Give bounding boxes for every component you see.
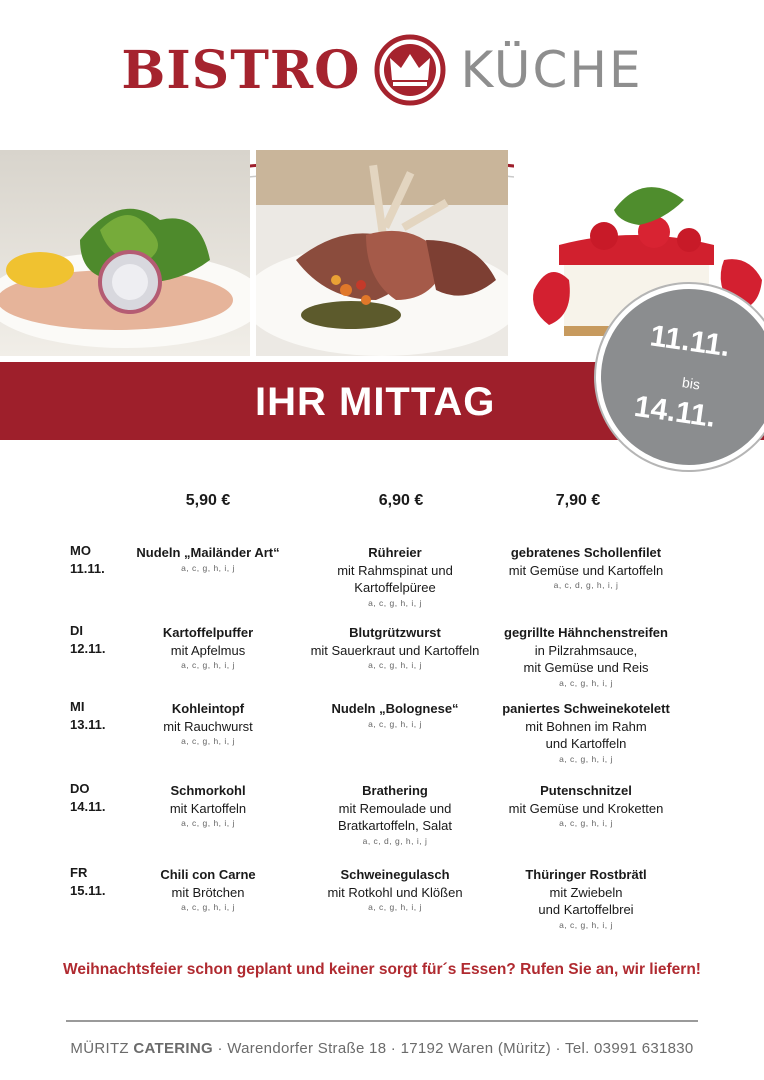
price-column-1: 5,90 € <box>185 492 231 509</box>
allergen-codes: a, c, d, g, h, i, j <box>362 835 428 846</box>
price-column-2: 6,90 € <box>378 492 424 509</box>
allergen-codes: a, c, g, h, i, j <box>368 718 422 729</box>
day-name: MI <box>70 699 85 714</box>
menu-item <box>285 624 505 672</box>
dish-description: und Kartoffeln <box>545 736 627 751</box>
dish-name: Kohleintopf <box>171 701 245 716</box>
dish-name: Chili con Carne <box>160 867 256 882</box>
dish-name: Blutgrützwurst <box>349 625 441 640</box>
day-date: 12.11. <box>70 641 106 656</box>
allergen-codes: a, c, g, h, i, j <box>368 902 422 912</box>
allergen-codes: a, c, g, h, i, j <box>559 753 613 764</box>
dish-name: Kartoffelpuffer <box>162 625 254 640</box>
dish-description: Bratkartoffeln, Salat <box>338 818 452 833</box>
allergen-codes: a, c, g, h, i, j <box>559 818 613 828</box>
day-name: MO <box>70 543 91 558</box>
day-name: DO <box>70 781 90 796</box>
dish-description: mit Gemüse und Kartoffeln <box>508 562 664 578</box>
menu-item <box>476 866 696 932</box>
footer-address: · Warendorfer Straße 18 · 17192 Waren (Müritz) · Tel. 03991 631830 <box>217 1040 694 1057</box>
dish-description: mit Sauerkraut und Kartoffeln <box>310 642 480 658</box>
footer-brand-bold: CATERING <box>133 1040 213 1057</box>
dish-description: mit Gemüse und Reis <box>523 660 649 675</box>
dish-description: in Pilzrahmsauce, <box>534 642 638 658</box>
menu-item <box>476 700 696 766</box>
logo-text-bistro: BISTRO <box>121 39 361 101</box>
footer-brand-light: MÜRITZ <box>70 1040 129 1057</box>
menu-item <box>476 624 696 690</box>
dish-description: Kartoffelpüree <box>354 580 436 595</box>
footer-divider <box>66 1020 698 1022</box>
allergen-codes: a, c, g, h, i, j <box>181 562 235 573</box>
dish-name: paniertes Schweinekotelett <box>502 701 670 716</box>
allergen-codes: a, c, g, h, i, j <box>181 660 235 670</box>
dish-description: mit Rotkohl und Klößen <box>327 884 463 900</box>
promo-text: Weihnachtsfeier schon geplant und keiner sorgt für´s Essen? Rufen Sie an, wir liefern! <box>63 961 701 978</box>
dish-description: mit Zwiebeln <box>549 884 623 900</box>
dish-name: Putenschnitzel <box>540 783 632 798</box>
dish-name: Rühreier <box>368 545 422 560</box>
page-title: IHR MITTAG <box>255 380 496 424</box>
allergen-codes: a, c, d, g, h, i, j <box>553 580 619 590</box>
day-name: DI <box>70 623 83 638</box>
date-separator: bis <box>681 374 702 393</box>
dish-name: Nudeln „Bolognese“ <box>331 701 459 716</box>
footer <box>0 1040 764 1057</box>
price-header-row <box>0 492 764 514</box>
date-from: 11.11. <box>648 319 732 364</box>
day-date: 15.11. <box>70 883 106 898</box>
dish-name: gegrillte Hähnchenstreifen <box>504 625 668 640</box>
dish-description: mit Rauchwurst <box>163 718 253 734</box>
menu-item <box>476 782 696 830</box>
menu-item <box>285 544 505 610</box>
allergen-codes: a, c, g, h, i, j <box>559 677 613 688</box>
allergen-codes: a, c, g, h, i, j <box>368 660 422 670</box>
price-column-3: 7,90 € <box>555 492 601 509</box>
dish-name: Schweinegulasch <box>340 867 450 882</box>
day-date: 11.11. <box>70 561 105 576</box>
day-date: 14.11. <box>70 799 106 814</box>
dish-name: Schmorkohl <box>170 783 246 798</box>
dish-description: mit Bohnen im Rahm <box>525 718 647 734</box>
allergen-codes: a, c, g, h, i, j <box>181 736 235 746</box>
dish-description: mit Remoulade und <box>338 800 452 816</box>
allergen-codes: a, c, g, h, i, j <box>559 919 613 930</box>
dish-name: Nudeln „Mailänder Art“ <box>136 545 280 560</box>
allergen-codes: a, c, g, h, i, j <box>181 902 235 912</box>
menu-item <box>285 782 505 848</box>
dish-description: und Kartoffelbrei <box>538 902 634 917</box>
menu-item <box>285 700 505 731</box>
allergen-codes: a, c, g, h, i, j <box>181 818 235 828</box>
dish-description: mit Kartoffeln <box>169 800 247 816</box>
date-to: 14.11. <box>632 389 718 434</box>
logo-text-kueche: KÜCHE <box>460 41 643 99</box>
day-date: 13.11. <box>70 717 106 732</box>
logo <box>0 32 764 108</box>
dish-description: mit Rahmspinat und <box>337 562 453 578</box>
menu-item <box>285 866 505 914</box>
food-photo-lamb <box>256 150 508 356</box>
menu-item <box>476 544 696 592</box>
food-photo-salad <box>0 150 250 356</box>
dish-name: Brathering <box>362 783 428 798</box>
allergen-codes: a, c, g, h, i, j <box>368 597 422 608</box>
dish-name: gebratenes Schollenfilet <box>510 545 662 560</box>
day-name: FR <box>70 865 88 880</box>
dish-description: mit Brötchen <box>171 884 245 900</box>
dish-description: mit Apfelmus <box>170 642 246 658</box>
dish-name: Thüringer Rostbrätl <box>525 867 647 882</box>
dish-description: mit Gemüse und Kroketten <box>508 800 664 816</box>
crown-icon <box>374 34 446 106</box>
